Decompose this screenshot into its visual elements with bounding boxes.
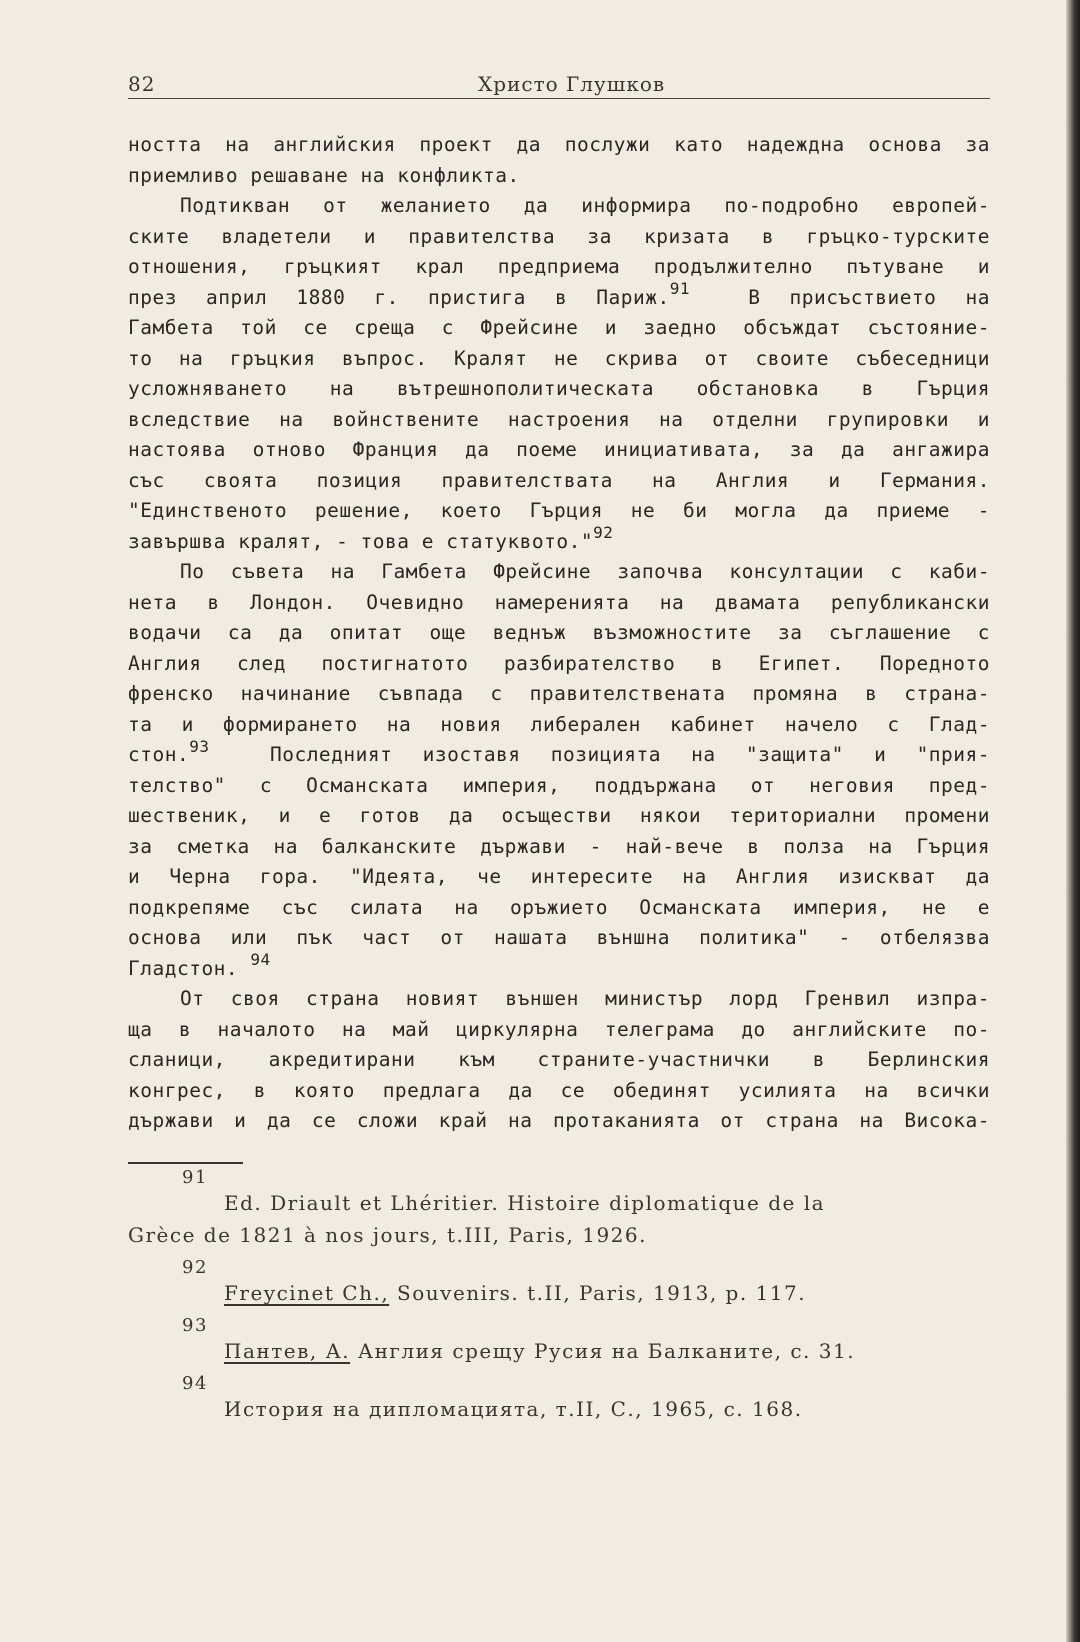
footnote-ref: 93 [189,736,210,756]
paragraph-1 [128,130,990,191]
footnote-text [128,1323,990,1367]
page-number: 82 [128,72,156,96]
text-line: приемливо решаване на конфликта. [128,163,520,187]
footnote-94 [128,1373,990,1425]
footnote-number: 94 [182,1373,208,1394]
footnote-text [128,1381,990,1425]
footnote-author: Freycinet Ch., [224,1281,390,1305]
text-line: подкрепяме със силата на оръжието Османската империя, не е [128,895,990,919]
text-line: Англия след постигнатото разбирателство в Египет. Поредното [128,651,990,675]
text-line: вследствие на войнствените настроения на отделни групировки и [128,407,990,431]
text-line: държави и да се сложи край на протаканията от страна на Висока- [128,1109,990,1132]
paragraph-2 [128,191,990,557]
footnote-92 [128,1257,990,1309]
footnote-number: 91 [182,1167,208,1188]
text-span: стон. [128,743,190,766]
text-line: настоява отново Франция да поеме инициативата, за да ангажира [128,438,990,461]
text-span: през април 1880 г. пристига в Париж. [128,285,670,309]
text-line: Гамбета той се среща с Фрейсине и заедно обсъждат състояние- [128,316,990,339]
footnote-rest: Souvenirs. t.II, Paris, 1913, p. 117. [389,1281,807,1305]
text-line: "Единственото решение, което Гърция не би могла да приеме - [128,499,990,522]
text-span: В присъствието на [748,285,990,309]
footnote-text-line: Ed. Driault et Lhéritier. Histoire diplomatique de la [224,1191,826,1215]
text-line: Подтикван от желанието да информира по-подробно европей- [180,194,990,217]
text-line: отношения, гръцкият крал предприема продължително пътуване и [128,255,990,278]
paragraph-3 [128,557,990,984]
footnote-text-continuation: Grèce de 1821 à nos jours, t.III, Paris, 1926. [128,1223,647,1247]
footnote-number: 92 [182,1257,208,1278]
text-line: телство" с Османската империя, поддържана от неговия пред- [128,773,990,797]
running-title: Христо Глушков [478,72,666,96]
text-line: шественик, и е готов да осъществи някои териториални промени [128,804,990,827]
text-span: завършва кралят, - това е статуквото." [128,529,594,553]
text-line: за сметка на балканските държави - най-вече в полза на Гърция [128,834,990,858]
footnote-rest: Англия срещу Русия на Балканите, с. 31. [350,1339,856,1363]
text-line: сланици, акредитирани към страните-участнички в Берлинския [128,1048,990,1071]
paragraph-4 [128,984,990,1137]
footnote-93 [128,1315,990,1367]
footnote-ref: 92 [593,523,614,542]
text-line: то на гръцкия въпрос. Кралят не скрива от своите събеседници [128,346,990,370]
page-edge-shadow [1066,0,1080,1642]
text-line: конгрес, в която предлага да се обединят усилията на всички [128,1078,990,1102]
text-line: френско начинание съвпада с правителствената промяна в страна- [128,682,990,705]
text-line: От своя страна новият външен министър лорд Гренвил изпра- [180,987,990,1010]
footnote-number: 93 [182,1315,208,1336]
header-rule [128,98,990,99]
text-line: ща в началото на май циркулярна телеграма до английските по- [128,1017,990,1041]
text-span: Гладстон. [128,956,239,980]
text-line: нета в Лондон. Очевидно намеренията на двамата републикански [128,590,990,614]
text-line: със своята позиция правителствата на Англия и Германия. [128,468,990,492]
text-line [128,279,990,314]
text-line: усложняването на вътрешнополитическата обстановка в Гърция [128,377,990,400]
footnote-rest: История на дипломацията, т.II, С., 1965, с. 168. [224,1397,803,1421]
page-header [128,72,990,100]
text-line: водачи са да опитат още веднъж възможностите за съглашение с [128,621,990,644]
text-span: Последният изоставя позицията на "защита" и "прия- [269,743,991,766]
text-line: та и формирането на новия либерален кабинет начело с Глад- [128,712,990,736]
footnote-rule [128,1162,243,1164]
text-line [128,523,990,558]
footnotes [128,1167,990,1439]
text-line [128,950,990,985]
text-line: и Черна гора. "Идеята, че интересите на Англия изискват да [128,865,990,888]
text-line: По съвета на Гамбета Фрейсине започва консултации с каби- [180,560,990,583]
body-text [128,130,990,1137]
text-line: ността на английския проект да послужи като надеждна основа за [128,133,990,156]
footnote-ref: 91 [669,279,691,298]
footnote-91 [128,1167,990,1251]
footnote-text [128,1175,990,1219]
footnote-ref: 94 [250,950,271,969]
footnote-text [128,1265,990,1309]
text-line [128,736,991,771]
text-line: основа или пък част от нашата външна политика" - отбелязва [128,926,990,949]
text-line: ските владетели и правителства за кризата в гръцко-турските [128,224,990,248]
footnote-author: Пантев, А. [224,1339,351,1363]
